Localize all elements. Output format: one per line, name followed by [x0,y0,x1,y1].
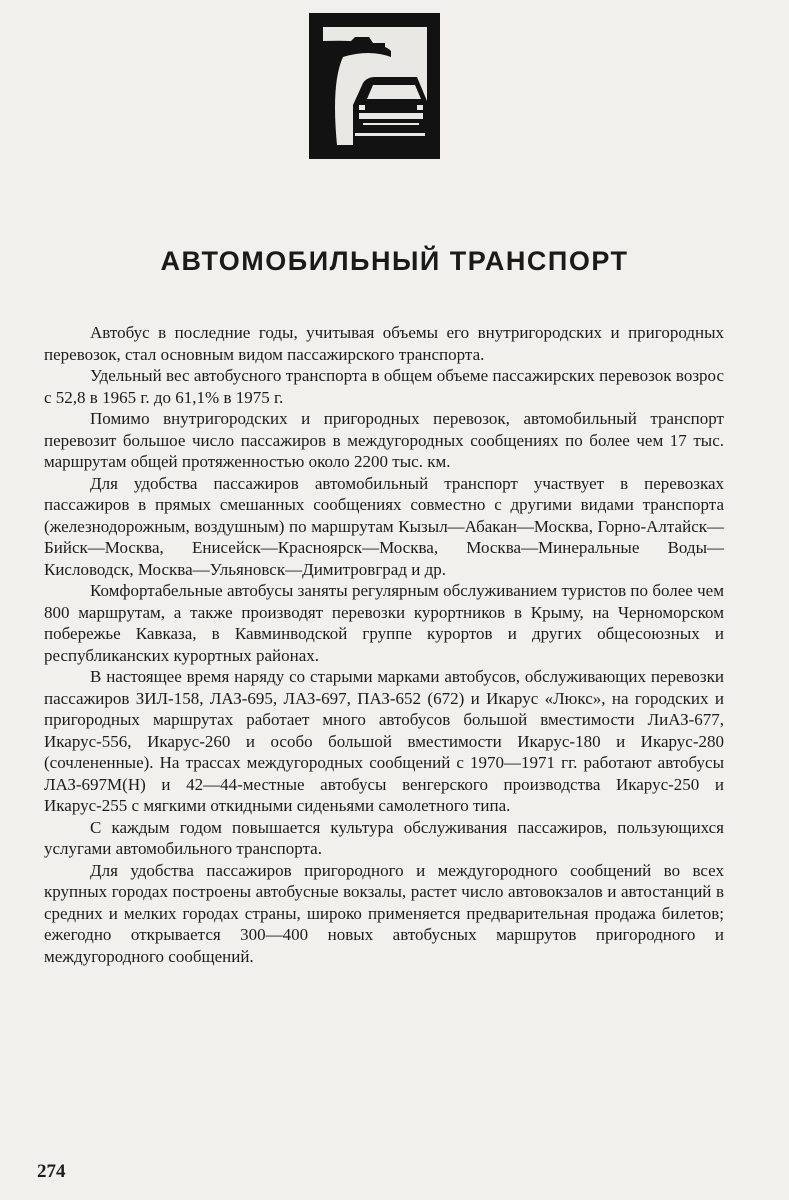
paragraph: Автобус в последние годы, учитывая объемы его внутригородских и пригородных перевозок, стал основным видом пассажирского транспорта. [44,323,724,364]
paragraph: С каждым годом повышается культура обслуживания пассажиров, пользующихся услугами автомобильного транспорта. [44,817,724,858]
paragraph: Для удобства пассажиров пригородного и междугородного сообщений во всех крупных городах построены автобусные вокзалы, растет число автовокзалов и автостанций в средних и мелких городах страны, широко применяется предварительная продажа билетов; ежегодно открывается 300—400 новых автобусных маршрутов пригородного и междугородного сообщений. [44,860,724,966]
paragraph: Помимо внутригородских и пригородных перевозок, автомобильный транспорт перевозит большое число пассажиров в междугородных сообщениях по более чем 17 тыс. маршрутам общей протяженностью около 2200 тыс. км. [44,409,724,471]
car-road-icon [309,13,440,159]
paragraph: Комфортабельные автобусы заняты регулярным обслуживанием туристов по более чем 800 маршрутам, а также производят перевозки курортников в Крыму, на Черноморском побережье Кавказа, в Кавминводской группе курортов и других общесоюзных и республиканских курортных районах. [44,581,724,665]
paragraph: В настоящее время наряду со старыми марками автобусов, обслуживающих перевозки пассажиров ЗИЛ-158, ЛАЗ-695, ЛАЗ-697, ПАЗ-652 (672) и Икарус «Люкс», на городских и пригородных маршрутах работает много автобусов большой вместимости ЛиАЗ-677, Икарус-556, Икарус-260 и особо большой вместимости Икарус-180 и Икарус-280 (сочлененные). На трассах междугородных сообщений с 1970—1971 гг. работают автобусы ЛАЗ-697М(Н) и 42—44-местные автобусы венгерского производства Икарус-250 и Икарус-255 с мягкими откидными сиденьями самолетного типа. [44,667,724,815]
paragraph: Удельный вес автобусного транспорта в общем объеме пассажирских перевозок возрос с 52,8 в 1965 г. до 61,1% в 1975 г. [44,366,724,407]
page-number: 274 [37,1161,66,1182]
page-title: АВТОМОБИЛЬНЫЙ ТРАНСПОРТ [160,246,629,276]
article-body [44,322,724,967]
paragraph: Для удобства пассажиров автомобильный транспорт участвует в перевозках пассажиров в прямых смешанных сообщениях совместно с другими видами транспорта (железнодорожным, воздушным) по маршрутам Кызыл—Абакан—Москва, Горно-Алтайск—Бийск—Москва, Енисейск—Красноярск—Москва, Москва—Минеральные Воды—Кисловодск, Москва—Ульяновск—Димитровград и др. [44,473,724,579]
